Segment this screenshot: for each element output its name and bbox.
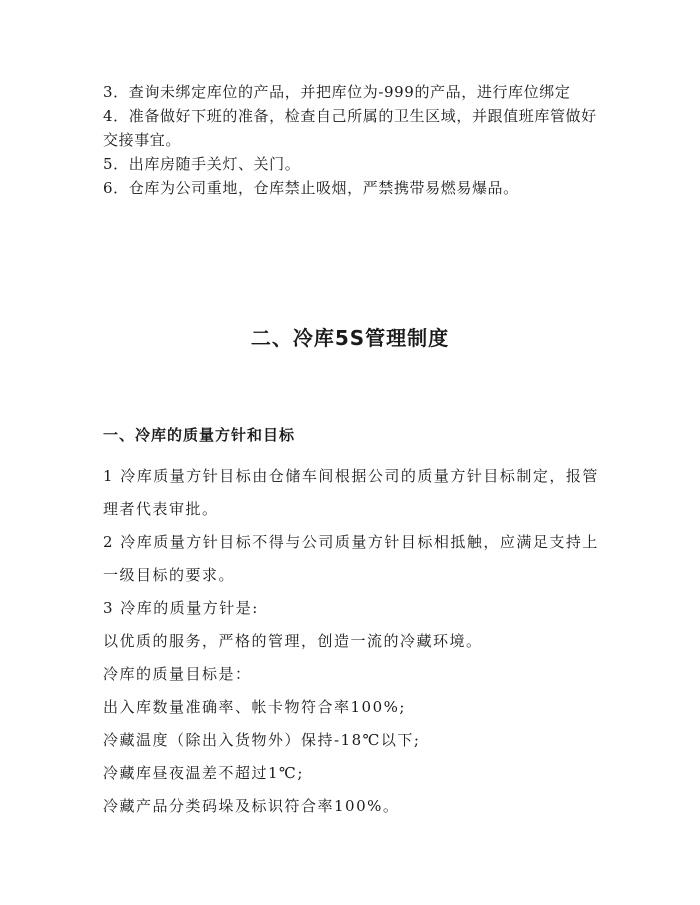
paragraph: 3 冷库的质量方针是: [103,599,259,617]
paragraph: 冷藏产品分类码垛及标识符合率100%。 [103,797,400,815]
paragraph: 冷藏库昼夜温差不超过1℃; [103,764,304,782]
paragraph: 出入库数量准确率、帐卡物符合率100%; [103,698,406,716]
paragraph: 冷库的质量目标是： [103,665,252,683]
procedure-list [103,80,603,200]
section-heading: 一、冷库的质量方针和目标 [103,426,296,444]
list-item: 5．出库房随手关灯、关门。 [103,155,301,173]
section-body [103,460,613,823]
list-item: 4．准备做好下班的准备，检查自己所属的卫生区域，并跟值班库管做好交接事宜。 [103,107,597,149]
document-title: 二、冷库5S管理制度 [250,326,450,350]
list-item: 3．查询未绑定库位的产品，并把库位为-999的产品，进行库位绑定 [103,83,571,101]
paragraph: 2 冷库质量方针目标不得与公司质量方针目标相抵触，应满足支持上一级目标的要求。 [103,533,599,584]
list-item: 6．仓库为公司重地，仓库禁止吸烟，严禁携带易燃易爆品。 [103,179,519,197]
paragraph: 1 冷库质量方针目标由仓储车间根据公司的质量方针目标制定，报管理者代表审批。 [103,467,599,518]
paragraph: 以优质的服务，严格的管理，创造一流的冷藏环境。 [103,632,483,650]
paragraph: 冷藏温度（除出入货物外）保持-18℃以下; [103,731,421,749]
